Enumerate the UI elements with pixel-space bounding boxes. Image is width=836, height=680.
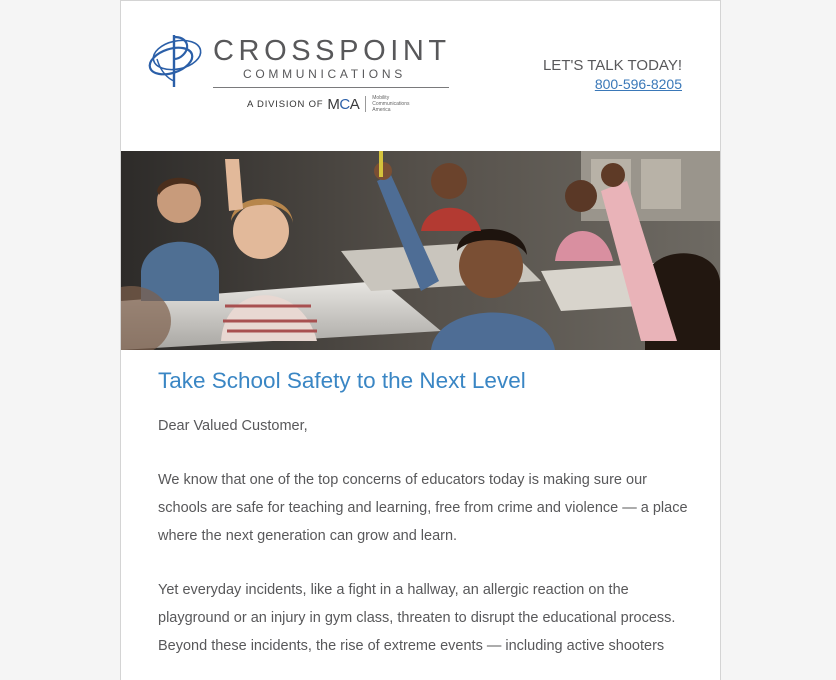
headline: Take School Safety to the Next Level (158, 368, 526, 393)
paragraph-1: We know that one of the top concerns of educators today is making sure our schools are safe for teaching and learning, free from crime and violence — a place where the next generation can grow and learn. (158, 472, 688, 544)
brand-name: CROSSPOINT (213, 35, 451, 67)
brand-tagline: COMMUNICATIONS (243, 67, 406, 81)
email-header (121, 1, 720, 151)
mca-logo (327, 96, 359, 113)
hero-image (121, 151, 720, 350)
email-content (158, 365, 688, 660)
phone-link[interactable]: 800-596-8205 (594, 76, 682, 92)
email-body (120, 0, 721, 680)
mca-letter-a: A (349, 95, 360, 113)
mca-full-line1: Mobility (372, 95, 390, 101)
crosspoint-globe-icon (147, 29, 209, 91)
crosspoint-logo[interactable] (147, 29, 457, 119)
paragraph-2: Yet everyday incidents, like a fight in a hallway, an allergic reaction on the playground or an injury in gym class, threaten to disrupt the educational process. Beyond these incidents, the rise of extreme events — including active shooters (158, 582, 676, 654)
contact-block (543, 57, 682, 94)
salutation: Dear Valued Customer, (158, 418, 308, 434)
classroom-photo (121, 151, 720, 350)
mca-full-line2: Communications (372, 101, 410, 107)
mca-separator (365, 96, 366, 112)
division-prefix: A DIVISION OF (247, 98, 324, 110)
division-line (247, 93, 410, 115)
logo-divider (213, 87, 449, 88)
mca-letter-c: C (339, 95, 350, 113)
mca-letter-m: M (327, 95, 340, 113)
mca-full-name (372, 95, 409, 113)
contact-heading: LET'S TALK TODAY! (542, 57, 682, 74)
mca-full-line3: America (372, 107, 391, 113)
